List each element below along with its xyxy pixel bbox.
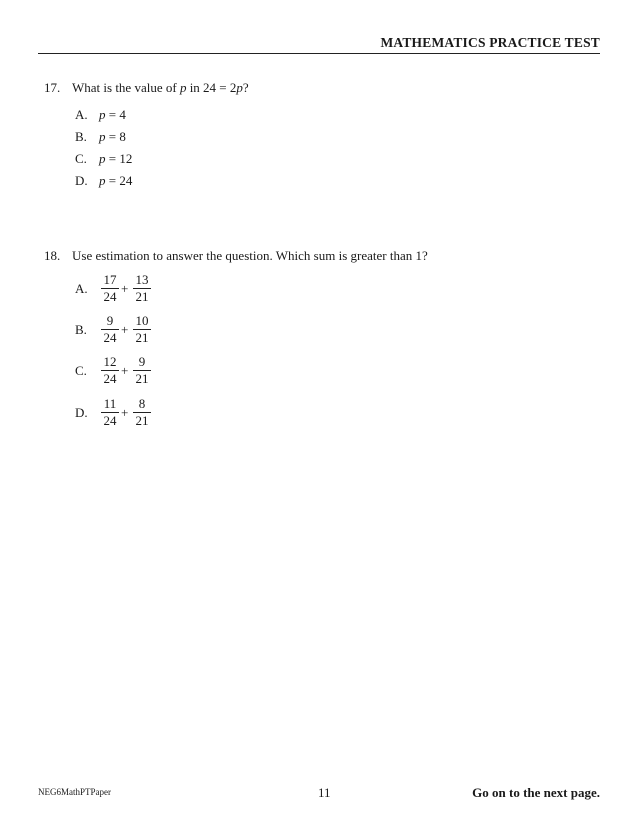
option-variable: p bbox=[99, 173, 106, 188]
plus-sign: + bbox=[121, 322, 129, 337]
option-letter: D. bbox=[75, 405, 88, 420]
plus-sign: + bbox=[121, 405, 129, 420]
numerator: 12 bbox=[103, 354, 117, 369]
option-letter: C. bbox=[75, 151, 87, 166]
question-number: 18. bbox=[44, 248, 61, 263]
fraction-2 bbox=[131, 397, 153, 428]
denominator: 21 bbox=[135, 289, 149, 304]
denominator: 21 bbox=[135, 413, 149, 428]
option-value: = 8 bbox=[108, 129, 126, 144]
question-18 bbox=[44, 248, 428, 264]
question-text-prefix: What is the value of bbox=[72, 80, 177, 95]
question-text: Use estimation to answer the question. Which sum is greater than 1? bbox=[72, 248, 428, 263]
denominator: 24 bbox=[103, 289, 117, 304]
question-variable: p bbox=[179, 80, 187, 95]
answer-option-c[interactable] bbox=[75, 151, 132, 167]
numerator: 17 bbox=[103, 272, 117, 287]
option-variable: p bbox=[99, 129, 106, 144]
answer-option-d[interactable] bbox=[75, 173, 132, 189]
question-variable-2: p bbox=[236, 80, 243, 95]
option-letter: A. bbox=[75, 281, 88, 296]
denominator: 24 bbox=[103, 413, 117, 428]
plus-sign: + bbox=[121, 363, 129, 378]
fraction-1 bbox=[99, 355, 121, 386]
numerator: 9 bbox=[138, 354, 146, 369]
question-text-end: ? bbox=[242, 80, 249, 95]
page-number: 11 bbox=[318, 785, 331, 800]
numerator: 11 bbox=[103, 396, 117, 411]
fraction-1 bbox=[99, 314, 121, 345]
option-value: = 24 bbox=[108, 173, 133, 188]
option-letter: C. bbox=[75, 363, 87, 378]
denominator: 21 bbox=[135, 330, 149, 345]
option-letter: B. bbox=[75, 322, 87, 337]
numerator: 8 bbox=[138, 396, 146, 411]
option-value: = 12 bbox=[108, 151, 133, 166]
page-header-title: MATHEMATICS PRACTICE TEST bbox=[380, 35, 600, 50]
question-number: 17. bbox=[44, 80, 61, 95]
plus-sign: + bbox=[121, 281, 129, 296]
option-letter: A. bbox=[75, 107, 88, 122]
denominator: 24 bbox=[103, 330, 117, 345]
numerator: 13 bbox=[135, 272, 149, 287]
option-variable: p bbox=[99, 107, 106, 122]
question-17 bbox=[44, 80, 249, 96]
option-letter: B. bbox=[75, 129, 87, 144]
option-variable: p bbox=[99, 151, 106, 166]
footer-code: NEG6MathPTPaper bbox=[38, 787, 111, 797]
denominator: 21 bbox=[135, 371, 149, 386]
fraction-2 bbox=[131, 314, 153, 345]
fraction-1 bbox=[99, 273, 121, 304]
header-rule bbox=[38, 53, 600, 54]
denominator: 24 bbox=[103, 371, 117, 386]
question-text-mid: in 24 = 2 bbox=[189, 80, 237, 95]
option-letter: D. bbox=[75, 173, 88, 188]
answer-option-b[interactable] bbox=[75, 129, 126, 145]
numerator: 9 bbox=[106, 313, 114, 328]
numerator: 10 bbox=[135, 313, 149, 328]
option-value: = 4 bbox=[108, 107, 126, 122]
fraction-1 bbox=[99, 397, 121, 428]
answer-option-a[interactable] bbox=[75, 107, 126, 123]
fraction-2 bbox=[131, 355, 153, 386]
fraction-2 bbox=[131, 273, 153, 304]
go-on-notice: Go on to the next page. bbox=[472, 785, 600, 800]
